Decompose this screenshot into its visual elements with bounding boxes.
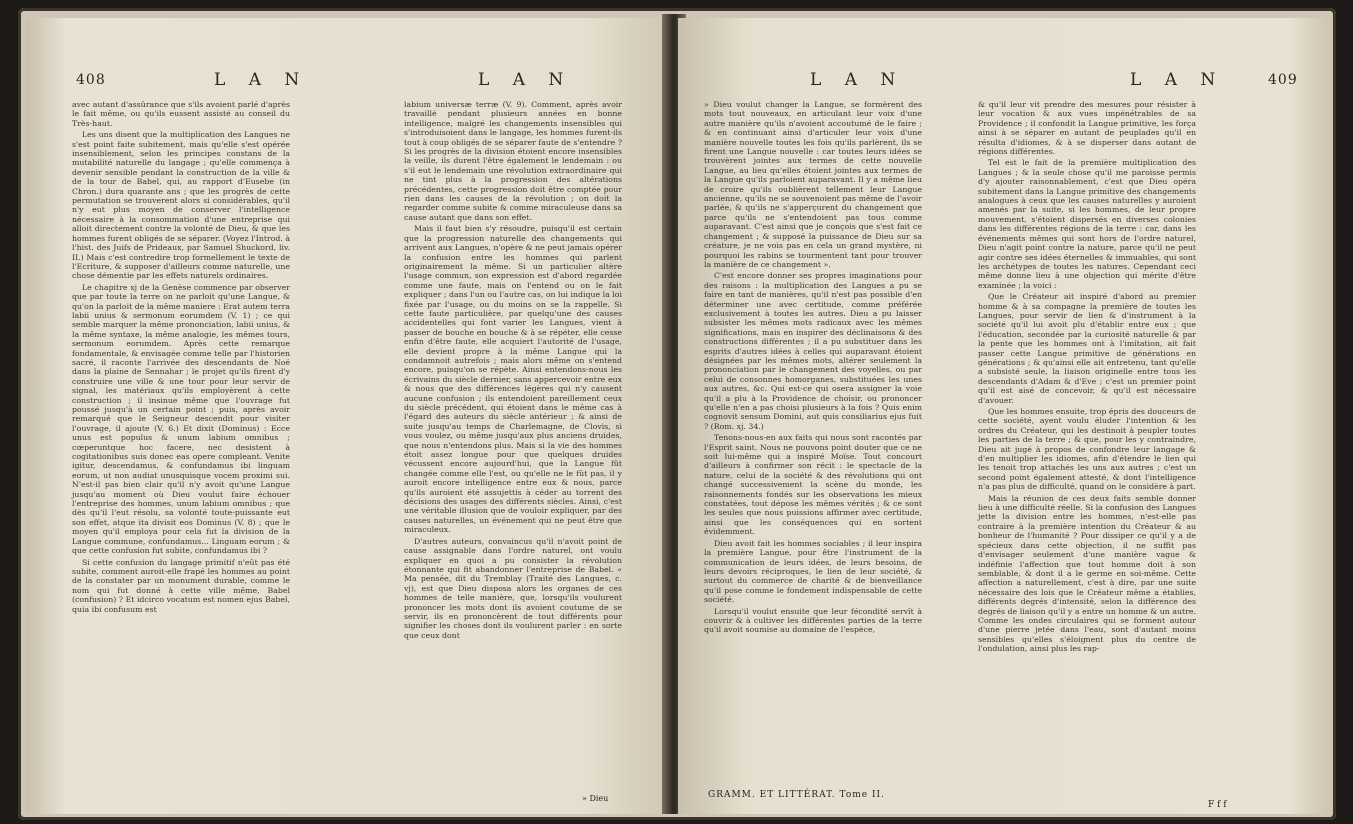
- paragraph: Que le Créateur ait inspiré d'abord au premier homme & à sa compagne la première de toutes les Langues, pour servir de lien & d'instrument à la société qu'il lui avoit plu d'établir entre eux ; que l'éducation, secondée par la curiosité naturelle & par la pente que les hommes ont à l'imitation, ait fait passer cette Langue primitive de générations en générations ; & qu'ainsi elle ait entretenu, tant qu'elle a subsisté seule, la liaison originelle entre tous les descendants d'Adam & d'Eve ; c'est un premier point qu'il est aisé de concevoir, & qu'il est nécessaire d'avouer.: [978, 292, 1196, 405]
- paragraph: Si cette confusion du langage primitif n'eût pas été subite, comment auroit-elle frapé les hommes au point de la constater par un monument durable, comme le nom qui fut donné à cette ville même, Babel (confusion) ? Et idcirco vocatum est nomen ejus Babel, quia ibi confusum est: [72, 557, 290, 614]
- page-number-right: 409: [1268, 72, 1298, 88]
- paragraph: D'autres auteurs, convaincus qu'il n'avoit point de cause assignable dans l'ordre naturel, ont voulu expliquer en quoi a pu consister la révolution étonnante qui fit abandonner l'entreprise de Babel. « Ma pensée, dit du Tremblay (Traité des Langues, c. vj), est que Dieu disposa alors les organes de ces hommes de telle manière, que, lorsqu'ils voulurent prononcer les mots dont ils avoient coutume de se servir, ils en prononcèrent de tout différents pour signifier les choses dont ils voulurent parler : en sorte que ceux dont: [404, 536, 622, 640]
- page-footer: GRAMM. ET LITTÉRAT. Tome II.: [708, 790, 885, 800]
- running-head-right-1: L A N: [810, 70, 905, 90]
- paragraph: Le chapitre xj de la Genèse commence par observer que par toute la terre on ne parloit qu'une Langue, & qu'on la parloit de la même maniere : Erat autem terra labii unius & sermonum eorumdem (V. 1) ; ce qui semble marquer la même prononciation, labii unius, & la même syntaxe, la même analogie, les mêmes tours, sermonum eorumdem. Après cette remarque fondamentale, & envisagée comme telle par l'historien sacré, il raconte l'arrivée des descendants de Noé dans la plaine de Sennahar ; le projet qu'ils firent d'y construire une ville & une tour pour leur servir de signal, les matériaux qu'ils employèrent à cette construction ; il insinue même que l'ouvrage fut poussé jusqu'à un certain point ; puis, après avoir remarqué que le Seigneur descendit pour visiter l'ouvrage, il ajoute (V. 6.) Et dixit (Dominus) : Ecce unus est populus & unum labium omnibus ; cœperuntque hoc facere, nec desistent à cogitationibus suis donec eas opere compleant. Venite igitur, descendamus, & confundamus ibi linguam eorum, ut non audiat unusquisque vocem proximi sui. N'est-il pas bien clair qu'il n'y avoit qu'une Langue jusqu'au moment où Dieu voulut faire échouer l'entreprise des hommes, unum labium omnibus ; que dès qu'il l'eut résolu, sa volonté toute-puissante eut son effet, atque ita divisit eos Dominus (V. 8) ; que le moyen qu'il employa pour cela fut la division de la Langue commune, confundamus... Linguam eorum ; & que cette confusion fut subite, confundamus ibi ?: [72, 282, 290, 556]
- running-head-left-2: L A N: [478, 70, 573, 90]
- catchword: » Dieu: [582, 794, 609, 803]
- paragraph: C'est encore donner ses propres imaginations pour des raisons : la multiplication des Langues a pu se faire en tant de manières, qu'il n'est pas possible d'en déterminer une avec certitude, comme préférée exclusivement à toutes les autres. Dieu a pu laisser subsister les mêmes mots radicaux avec les mêmes significations, mais en inspirer des déclinaisons & des constructions différentes ; il a pu substituer dans les esprits d'autres idées à celles qui auparavant étoient désignées par les mêmes mots, altérer seulement la prononciation par le changement des voyelles, ou par celui de consonnes homorganes, substituées les unes aux autres, &c. Qui est-ce qui osera assigner la voie qu'il a plu à la Providence de choisir, ou prononcer qu'elle n'en a pas choisi plusieurs à la fois ? Quis enim cognovit sensum Domini, aut quis consiliarius ejus fuit ? (Rom. xj. 34.): [704, 271, 922, 431]
- right-column-2: [978, 100, 1196, 656]
- paragraph: Dieu avoit fait les hommes sociables ; il leur inspira la première Langue, pour être l'instrument de la communication de leurs idées, de leurs besoins, de leurs devoirs réciproques, le lien de leur société, & surtout du commerce de charité & de bienveillance qu'il pose comme le fondement indispensable de cette société.: [704, 538, 922, 605]
- signature-mark: F f f: [1208, 800, 1227, 810]
- right-page: [678, 18, 1328, 814]
- paragraph: Que les hommes ensuite, trop épris des douceurs de cette société, ayent voulu éluder l'intention & les ordres du Créateur, qui les destinoit à peupler toutes les parties de la terre ; & que, pour les y contraindre, Dieu ait jugé à propos de confondre leur langage & d'en multiplier les idiomes, afin d'étendre le lien qui les tenoit trop attachés les uns aux autres ; c'est un second point également attesté, & dont l'intelligence n'a pas plus de difficulté, quand on le considère à part.: [978, 407, 1196, 492]
- paragraph: Tenons-nous-en aux faits qui nous sont racontés par l'Esprit saint. Nous ne pouvons point douter que ce ne soit lui-même qui a inspiré Moïse. Tout concourt d'ailleurs à confirmer son récit : le spectacle de la nature, celui de la société & des révolutions qui ont changé successivement la scène du monde, les raisonnements fondés sur les observations les mieux constatées, tout dépose les mêmes vérités ; & ce sont les seules que nous puissions affirmer avec certitude, ainsi que les conséquences qui en sortent évidemment.: [704, 433, 922, 537]
- paragraph: Mais il faut bien s'y résoudre, puisqu'il est certain que la progression naturelle des changements qui arrivent aux Langues, n'opère & ne peut jamais opérer la confusion entre les hommes qui parlent originairement la même. Si un particulier altère l'usage commun, son expression est d'abord regardée comme une faute, mais on l'entend ou on le fait expliquer ; dans l'un ou l'autre cas, on lui indique la loi fixée par l'usage, ou du moins on se la rappelle. Si cette faute particulière, par quelqu'une des causes accidentelles qui font varier les Langues, vient à passer de bouche en bouche & à se répéter, elle cesse enfin d'être faute, elle acquiert l'autorité de l'usage, elle devient propre à la même Langue qui la condamnoit autrefois ; mais alors même on s'entend encore, puisqu'on se répète. Ainsi entendons-nous les écrivains du siècle dernier, sans appercevoir entre eux & nous que des différences légères qui n'y causent aucune confusion ; ils entendoient pareillement ceux du siècle précédent, qui étoient dans le même cas à l'égard des auteurs du siècle antérieur ; & ainsi de suite jusqu'au temps de Charlemagne, de Clovis, si vous voulez, ou même jusqu'aux plus anciens druides, que nous n'entendons plus. Mais si la vie des hommes étoit assez longue pour que quelques druides vécussent encore aujourd'hui, que la Langue fût changée comme elle l'est, ou qu'elle ne le fût pas, il y auroit encore intelligence entre eux & nous, parce qu'ils auroient été assujettis à céder au torrent des décisions des usages des différents siècles. Ainsi, c'est une véritable illusion que de vouloir expliquer, par des causes naturelles, un événement qui ne peut être que miraculeux.: [404, 224, 622, 535]
- right-column-1: [704, 100, 922, 637]
- running-head-left-1: L A N: [214, 70, 309, 90]
- paragraph: Lorsqu'il voulut ensuite que leur fécondité servît à couvrir & à cultiver les différentes parties de la terre qu'il avoit soumise au domaine de l'espèce,: [704, 606, 922, 635]
- paragraph: labium universæ terræ (V. 9). Comment, après avoir travaillé pendant plusieurs années en bonne intelligence, malgré les changements insensibles qui s'introduisoient dans le langage, les hommes furent-ils tout à coup obligés de se séparer faute de s'entendre ? Si les progrès de la division étoient encore insensibles la veille, ils durent l'être également le lendemain : ou s'il eut le lendemain une révolution extraordinaire qui ne tint plus à la progression des altérations précédentes, cette progression doit être comptée pour rien dans les causes de la révolution ; on doit la regarder comme subite & comme miraculeuse dans sa cause autant que dans son effet.: [404, 100, 622, 222]
- paragraph: Tel est le fait de la première multiplication des Langues ; & la seule chose qu'il me paroisse permis d'y ajouter raisonnablement, c'est que Dieu opéra subitement dans la Langue primitive des changements analogues à ceux que les causes naturelles y auroient amenés par la suite, si les hommes, de leur propre mouvement, s'étoient dispersés en diverses colonies dans les différentes régions de la terre : car, dans les événements mêmes qui sont hors de l'ordre naturel, Dieu n'agit point contre la nature, parce qu'il ne peut agir contre ses idées éternelles & immuables, qui sont les archétypes de toutes les natures. Cependant ceci même donne lieu à une objection qui mérite d'être examinée ; la voici :: [978, 158, 1196, 290]
- paragraph: Les uns disent que la multiplication des Langues ne s'est point faite subitement, mais qu'elle s'est opérée insensiblement, selon les principes constans de la mutabilité naturelle du langage ; qu'elle commença à devenir sensible pendant la construction de la ville & de la tour de Babel, qui, au rapport d'Eusebe (in Chron.) dura quarante ans ; que les progrès de cette permutation se trouverent alors si considérables, qu'il n'y eut plus moyen de conserver l'intelligence nécessaire à la consommation d'une entreprise qui alloit directement contre la volonté de Dieu, & que les hommes furent obligés de se séparer. (Voyez l'Introd. à l'hist. des Juifs de Prideaux, par Samuel Shuckord, liv. II.) Mais c'est contredire trop formellement le texte de l'Ecriture, & supposer d'ailleurs comme naturelle, une chose démentie par les effets naturels ordinaires.: [72, 130, 290, 281]
- page-number-left: 408: [76, 72, 106, 88]
- left-page: [26, 18, 670, 814]
- open-book: [18, 8, 1336, 820]
- left-column-1: [72, 100, 290, 616]
- paragraph: avec autant d'assûrance que s'ils avoient parlé d'après le fait même, ou qu'ils eussent assisté au conseil du Très-haut.: [72, 100, 290, 128]
- running-head-right-2: L A N: [1130, 70, 1225, 90]
- paragraph: Mais la réunion de ces deux faits semble donner lieu à une difficulté réelle. Si la confusion des Langues jette la division entre les hommes, n'est-elle pas contraire à la première intention du Créateur & au bonheur de l'humanité ? Pour dissiper ce qu'il y a de spécieux dans cette objection, il ne suffit pas d'envisager seulement d'une manière vague & indéfinie l'affection que tout homme doit à son semblable, & dont il a le germe en soi-même. Cette affection a naturellement, c'est à dire, par une suite nécessaire des lois que le Créateur même a établies, différents degrés d'intensité, selon la différence des degrés de liaison qu'il y a entre un homme & un autre. Comme les ondes circulaires qui se forment autour d'une pierre jetée dans l'eau, sont d'autant moins sensibles qu'elles s'éloignent plus du centre de l'ondulation, ainsi plus les rap-: [978, 493, 1196, 654]
- left-column-2: [404, 100, 622, 642]
- paragraph: » Dieu voulut changer la Langue, se formèrent des mots tout nouveaux, en articulant leur voix d'une autre manière qu'ils n'avoient accoutumé de le faire ; & en continuant ainsi d'articuler leur voix d'une manière nouvelle toutes les fois qu'ils parlèrent, ils se firent une Langue nouvelle : car toutes leurs idées se trouvèrent jointes aux termes de cette nouvelle Langue, au lieu qu'elles étoient jointes aux termes de la Langue qu'ils parloient auparavant. Il y a même lieu de croire qu'ils oublièrent tellement leur Langue ancienne, qu'ils ne se souvenoient pas même de l'avoir parlée, & qu'ils ne s'apperçurent du changement que parce qu'ils ne s'entendoient pas tous comme auparavant. C'est ainsi que je conçois que s'est fait ce changement ; & supposé la puissance de Dieu sur sa créature, je ne vois pas en cela un grand mystère, ni pourquoi les rabins se tourmentent tant pour trouver la manière de ce changement ».: [704, 100, 922, 269]
- paragraph: & qu'il leur vit prendre des mesures pour résister à leur vocation & aux vues impénétrables de sa Providence ; il confondit la Langue primitive, les força ainsi à se séparer en autant de peuplades qu'il en résulta d'idiomes, & à se disperser dans autant de régions différentes.: [978, 100, 1196, 157]
